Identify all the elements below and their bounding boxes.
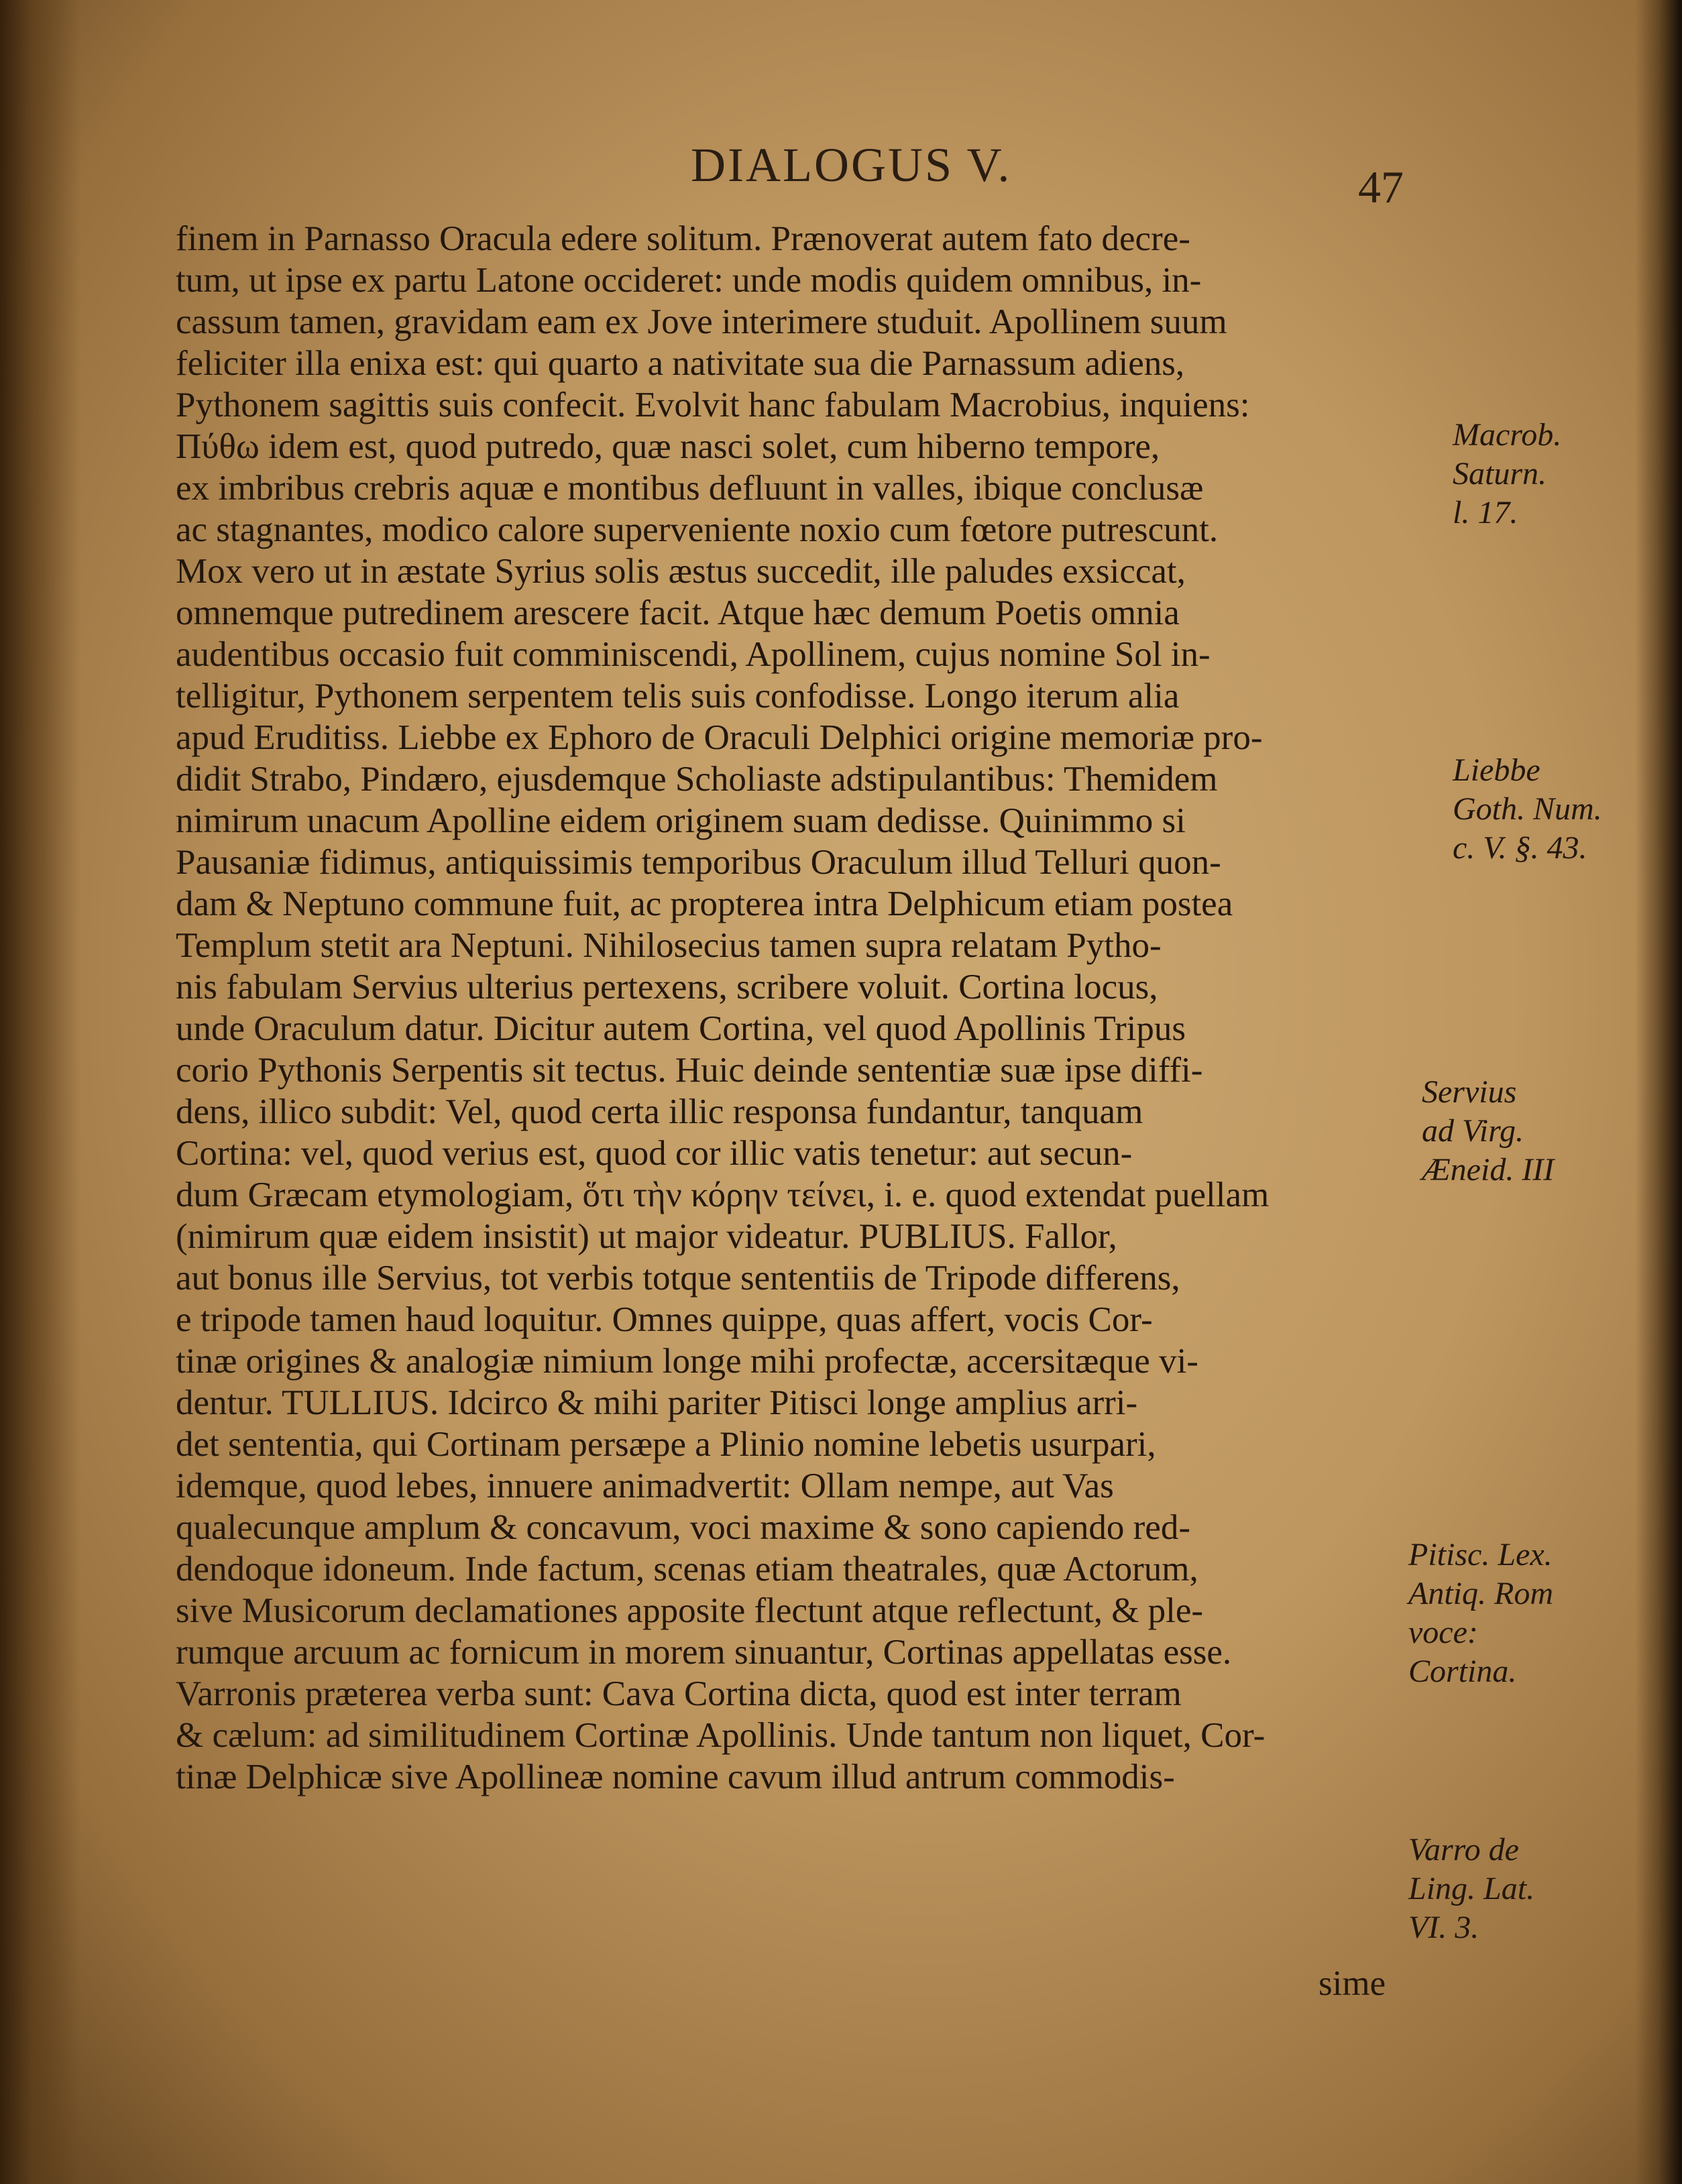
margin-note-line: voce: [1408,1615,1478,1650]
margin-note-line: Pitisc. Lex. [1408,1537,1553,1572]
text-line: Πύθω idem est, quod putredo, quæ nasci solet, cum hiberno tempore, [176,427,1160,466]
text-line: ac stagnantes, modico calore superveniente noxio cum fœtore putrescunt. [176,510,1219,549]
text-line: dendoque idoneum. Inde factum, scenas etiam theatrales, quæ Actorum, [176,1550,1198,1589]
text-line: qualecunque amplum & concavum, voci maxime & sono capiendo red- [176,1508,1190,1547]
margin-note [1408,1831,1534,1947]
running-header: DIALOGUS V. [691,138,1012,192]
margin-note-line: Servius [1422,1074,1517,1110]
text-line: dam & Neptuno commune fuit, ac propterea intra Delphicum etiam postea [176,884,1233,923]
text-line: dentur. TULLIUS. Idcirco & mihi pariter Pitisci longe amplius arri- [176,1383,1138,1422]
page-edge-shadow [1635,0,1682,2184]
margin-note-line: Cortina. [1408,1654,1517,1689]
text-line: dum Græcam etymologiam, ὅτι τὴν κόρην τείνει, i. e. quod extendat puellam [176,1175,1270,1214]
text-line: feliciter illa enixa est: qui quarto a nativitate sua die Parnassum adiens, [176,344,1185,383]
text-line: det sententia, qui Cortinam persæpe a Plinio nomine lebetis usurpari, [176,1425,1156,1464]
text-line: omnemque putredinem arescere facit. Atque hæc demum Poetis omnia [176,593,1180,632]
text-line: apud Eruditiss. Liebbe ex Ephoro de Oraculi Delphici origine memoriæ pro- [176,718,1263,757]
text-line: finem in Parnasso Oracula edere solitum. Prænoverat autem fato decre- [176,219,1190,258]
margin-note [1422,1073,1554,1190]
text-line: & cælum: ad similitudinem Cortinæ Apollinis. Unde tantum non liquet, Cor- [176,1716,1266,1755]
page-gutter-shadow [0,0,80,2184]
margin-note-line: Saturn. [1453,456,1547,492]
text-line: (nimirum quæ eidem insistit) ut major videatur. PUBLIUS. Fallor, [176,1217,1117,1256]
margin-note-line: l. 17. [1453,495,1518,530]
text-line: e tripode tamen haud loquitur. Omnes quippe, quas affert, vocis Cor- [176,1300,1153,1339]
text-line: idemque, quod lebes, innuere animadvertit: Ollam nempe, aut Vas [176,1467,1114,1505]
text-line: Templum stetit ara Neptuni. Nihilosecius tamen supra relatam Pytho- [176,926,1162,965]
margin-note [1453,751,1602,868]
margin-note-line: Liebbe [1453,752,1540,788]
margin-note-line: VI. 3. [1408,1910,1479,1945]
text-line: telligitur, Pythonem serpentem telis suis confodisse. Longo iterum alia [176,677,1180,715]
margin-note [1453,416,1561,532]
margin-note-line: Æneid. III [1422,1152,1555,1188]
text-line: nimirum unacum Apolline eidem originem suam dedisse. Quinimmo si [176,801,1186,840]
text-line: rumque arcuum ac fornicum in morem sinuantur, Cortinas appellatas esse. [176,1633,1232,1672]
catchword: sime [1319,1964,1386,2003]
margin-note-line: c. V. §. 43. [1453,830,1587,866]
margin-note-line: Goth. Num. [1453,791,1602,827]
text-line: audentibus occasio fuit comminiscendi, Apollinem, cujus nomine Sol in- [176,635,1211,674]
margin-note-line: Varro de [1408,1832,1519,1867]
margin-note [1408,1536,1553,1691]
page-number: 47 [1358,162,1404,213]
text-line: Cortina: vel, quod verius est, quod cor illic vatis tenetur: aut secun- [176,1134,1133,1173]
text-line: Varronis præterea verba sunt: Cava Cortina dicta, quod est inter terram [176,1674,1182,1713]
text-line: aut bonus ille Servius, tot verbis totque sententiis de Tripode differens, [176,1259,1180,1298]
text-line: dens, illico subdit: Vel, quod certa illic responsa fundantur, tanquam [176,1092,1143,1131]
text-line: Pythonem sagittis suis confecit. Evolvit hanc fabulam Macrobius, inquiens: [176,386,1250,424]
text-line: tinæ origines & analogiæ nimium longe mihi profectæ, accersitæque vi- [176,1342,1198,1381]
text-line: unde Oraculum datur. Dicitur autem Cortina, vel quod Apollinis Tripus [176,1009,1186,1048]
margin-note-line: ad Virg. [1422,1113,1524,1149]
margin-note-line: Antiq. Rom [1408,1576,1553,1611]
text-line: Mox vero ut in æstate Syrius solis æstus succedit, ille paludes exsiccat, [176,552,1186,591]
margin-note-line: Ling. Lat. [1408,1871,1535,1906]
text-line: cassum tamen, gravidam eam ex Jove interimere studuit. Apollinem suum [176,302,1227,341]
margin-note-line: Macrob. [1453,417,1562,453]
text-line: didit Strabo, Pindæro, ejusdemque Scholiaste adstipulantibus: Themidem [176,760,1218,799]
text-line: nis fabulam Servius ulterius pertexens, scribere voluit. Cortina locus, [176,968,1158,1007]
text-line: tum, ut ipse ex partu Latone occideret: unde modis quidem omnibus, in- [176,261,1202,300]
text-line: Pausaniæ fidimus, antiquissimis temporibus Oraculum illud Telluri quon- [176,843,1221,882]
text-line: tinæ Delphicæ sive Apollineæ nomine cavum illud antrum commodis- [176,1758,1175,1796]
text-line: sive Musicorum declamationes apposite flectunt atque reflectunt, & ple- [176,1591,1204,1630]
text-line: corio Pythonis Serpentis sit tectus. Huic deinde sententiæ suæ ipse diffi- [176,1051,1203,1090]
text-line: ex imbribus crebris aquæ e montibus defluunt in valles, ibique conclusæ [176,469,1204,508]
